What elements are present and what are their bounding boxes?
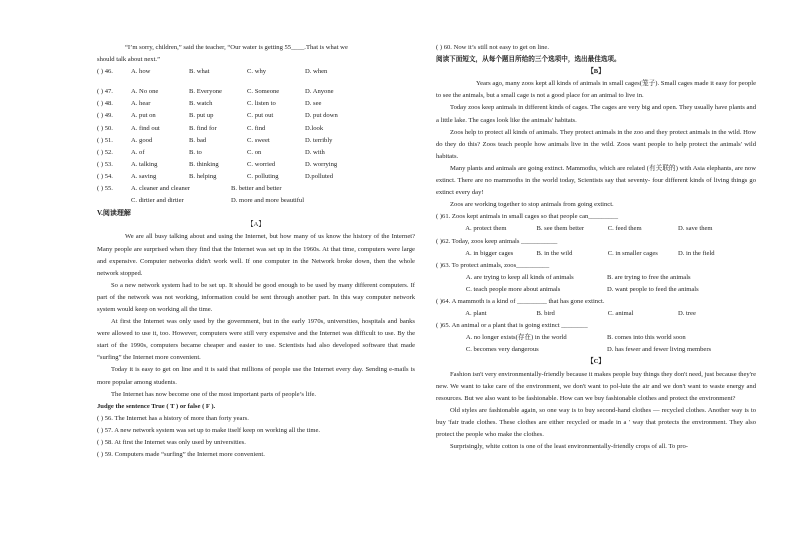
cloze-question-row (97, 110, 415, 122)
option-d: D.look (305, 124, 324, 132)
option-c: C. dirtier and dirtier (131, 197, 184, 205)
question-number: ( ) 48. (97, 100, 113, 108)
passage-a-paragraph: Today it is easy to get on line and it is said that millions of people use the Internet every day. Sending e-mails is more popular among students. (97, 366, 415, 386)
option-c: C. worried (247, 160, 276, 168)
option-c: C. listen to (247, 100, 276, 108)
cloze-question-row (97, 98, 415, 110)
passage-b-paragraph: Years ago, many zoos kept all kinds of animals in small cages(笼子). Small cages made it easy for people to see the animals, but a small cage is not a good place for an animal to live in. (436, 80, 756, 100)
option-b: B. helping (189, 172, 217, 180)
option-c: C. feed them (607, 225, 642, 233)
passage-b-paragraph: Today zoos keep animals in different kinds of cages. The cages are very big and open. They usually have plants and a little lake. The cages look like the animals' habitats. (436, 104, 756, 124)
cloze-question-row (97, 66, 415, 78)
option-c: C. animal (607, 310, 634, 318)
question-63-options-cont (436, 284, 756, 296)
option-b: B. Everyone (189, 88, 222, 96)
cloze-question-row (97, 171, 415, 183)
option-b: B. see them better (536, 225, 585, 233)
right-column (436, 42, 756, 453)
question-number: ( ) 51. (97, 136, 113, 144)
question-65-options-cont (436, 344, 756, 356)
option-c: C. on (247, 148, 262, 156)
option-b: B. thinking (189, 160, 219, 168)
option-a: A. no longer exists(存在) in the world (465, 334, 567, 342)
option-c: C. why (247, 68, 267, 76)
cloze-question-row (97, 135, 415, 147)
passage-a-paragraph: So a new network system had to be set up. It should be good enough to be used by many different computers. If part of the network was not working, information could be sent through another part. In this way computer network system would keep on working all the time. (97, 281, 415, 313)
option-b: B. put up (189, 112, 214, 120)
question-62-options (436, 248, 756, 260)
option-d: D. Anyone (305, 88, 334, 96)
passage-a-paragraph: We are all busy talking about and using the Internet, but how many of us know the history of the Internet? Many people are surprised when they find that the Internet was set up in the 1960s. At that time, computers were large and expensive. Computer networks didn't work well. If one computer in the Network broke down, then the whole network stopped. (97, 233, 415, 277)
question-number: ( ) 54. (97, 172, 113, 180)
passage-c-paragraph: Surprisingly, white cotton is one of the least environmentally-friendly crops of all. To pro- (450, 443, 688, 451)
passage-b-paragraph: Zoos are working together to stop animals from going extinct. (450, 201, 614, 209)
option-c: C. put out (247, 112, 274, 120)
option-d: D. see (305, 100, 322, 108)
option-d: D. worrying (305, 160, 338, 168)
question-number: ( ) 53. (97, 160, 113, 168)
question-60: ( ) 60. Now it’s still not easy to get on line. (436, 44, 549, 51)
question-63-options (436, 272, 756, 284)
left-column (97, 42, 415, 461)
option-a: A. plant (465, 310, 487, 318)
option-a: A. hear (131, 100, 151, 108)
option-a: A. put on (131, 112, 156, 120)
question-number: ( ) 50. (97, 124, 113, 132)
option-a: A. talking (131, 160, 158, 168)
passage-b-paragraph: Many plants and animals are going extinct. Mammoths, which are related (有关联的) with Asia elephants, are now extinct. There are no mammoths in the world today, Scientists say that seventy- four different kinds of living things go extinct every day! (436, 164, 756, 197)
passage-a-paragraph: At first the Internet was only used by the government, but in the early 1970s, universities, hospitals and banks were allowed to use it, too. However, computers were still very expensive and the Internet was difficult to use. By the start of the 1990s, computers became cheaper and easier to use. Scientists had also developed software that made “surfing” the Internet more convenient. (97, 318, 415, 362)
option-d: D. with (305, 148, 325, 156)
cloze-question-row (97, 147, 415, 159)
question-64: ( )64. A mammoth is a kind of _________ that has gone extinct. (436, 297, 605, 305)
question-number: ( ) 49. (97, 112, 113, 120)
option-c: C. becomes very dangerous (465, 346, 539, 354)
option-b: B. better and better (231, 185, 282, 193)
passage-c-title: 【C】 (587, 358, 605, 366)
option-a: A. protect them (465, 225, 507, 233)
question-62: ( )62. Today, zoos keep animals ___________ (436, 237, 558, 245)
option-b: B. bad (189, 136, 207, 144)
question-number: ( ) 47. (97, 88, 113, 96)
question-64-options (436, 308, 756, 320)
option-c: C. teach people more about animals (465, 285, 561, 293)
reading-instruction: 阅读下面短文，从每个题目所给的三个选项中，选出最佳选项。 (436, 56, 621, 64)
option-c: C. sweet (247, 136, 270, 144)
option-a: A. find out (131, 124, 160, 132)
option-a: A. No one (131, 88, 159, 96)
spacer (97, 78, 415, 86)
option-d: D. save them (677, 225, 713, 233)
option-a: A. in bigger cages (465, 249, 514, 257)
cloze-question-row (97, 123, 415, 135)
option-a: A. of (131, 148, 145, 156)
option-d: D. has fewer and fewer living members (606, 346, 712, 354)
judge-question: ( ) 57. A new network system was set up to make itself keep on working all the time. (97, 426, 321, 434)
option-c: C. polluting (247, 172, 279, 180)
question-number: ( ) 46. (97, 68, 113, 76)
option-c: C. find (247, 124, 266, 132)
judge-title: Judge the sentence True ( T ) or false ( F ). (97, 402, 216, 410)
option-b: B. comes into this world soon (606, 334, 686, 342)
option-c: C. in smaller cages (607, 249, 658, 257)
question-65: ( )65. An animal or a plant that is going extinct ________ (436, 322, 588, 330)
judge-question: ( ) 56. The Internet has a history of more than forty years. (97, 414, 249, 422)
judge-question: ( ) 59. Computers made “surfing” the Internet more convenient. (97, 451, 265, 459)
question-55-cont (97, 195, 415, 207)
option-d: D.polluted (305, 172, 334, 180)
option-a: A. saving (131, 172, 157, 180)
passage-a-title: 【A】 (247, 221, 265, 229)
passage-c-paragraph: Old styles are fashionable again, so one way is to buy second-hand clothes — recycled clothes. Another way is to buy 'fair trade clothes. These clothes are either recycled or made in a ' way that protects the environment. They also protect the people who make the clothes. (436, 406, 756, 438)
question-number: ( ) 55. (97, 185, 113, 193)
cloze-question-row (97, 86, 415, 98)
option-d: D. when (305, 68, 328, 76)
cloze-question-row (97, 159, 415, 171)
passage-b-title: 【B】 (587, 68, 605, 76)
option-b: B. what (189, 68, 210, 76)
option-b: B. in the wild (536, 249, 573, 257)
option-b: B. find for (189, 124, 217, 132)
option-b: B. watch (189, 100, 213, 108)
option-d: D. tree (677, 310, 696, 318)
passage-c-paragraph: Fashion isn't very environmentally-friendly because it makes people buy things they don't need, just because they're new. We want to take care of the environment, we don't want to pol-lute the air and we don't want to waste energy and resources. But we also want to be fashionable. How can we buy fashionable clothes and protect the environment? (436, 370, 756, 402)
option-d: D. want people to feed the animals (606, 285, 699, 293)
option-d: D. in the field (677, 249, 715, 257)
option-b: B. to (189, 148, 202, 156)
section-title: V.阅读理解 (97, 209, 131, 218)
question-65-options (436, 332, 756, 344)
judge-question: ( ) 58. At first the Internet was only used by universities. (97, 439, 246, 446)
option-a: A. good (131, 136, 153, 144)
passage-b-paragraph: Zoos help to protect all kinds of animals. They protect animals in the zoo and they protect animals in the wild. How do they do this? Zoos teach people how animals live in the wild. Zoos want people to help protect the animals' wild habitats. (436, 128, 756, 160)
cloze-intro-line-2: should talk about next.” (97, 56, 160, 64)
option-a: A. cleaner and cleaner (131, 185, 190, 193)
passage-a-paragraph: The Internet has now become one of the most important parts of people’s life. (111, 390, 317, 398)
option-a: A. how (131, 68, 151, 76)
question-63: ( )63. To protect animals, zoos__________ (436, 261, 550, 269)
option-d: D. more and more beautiful (231, 197, 305, 205)
question-number: ( ) 52. (97, 148, 113, 156)
option-b: B. are trying to free the animals (606, 273, 691, 281)
option-d: D. put down (305, 112, 338, 120)
question-55 (97, 183, 415, 195)
option-d: D. terribly (305, 136, 333, 144)
cloze-options-list (97, 66, 415, 183)
option-a: A. are trying to keep all kinds of animals (465, 273, 574, 281)
option-b: B. bird (536, 310, 555, 318)
option-c: C. Someone (247, 88, 280, 96)
cloze-intro-line-1: “I’m sorry, children,” said the teacher, “Our water is getting 55____.That is what we (125, 44, 348, 51)
question-61: ( )61. Zoos kept animals in small cages so that people can_________ (436, 213, 619, 221)
question-61-options (436, 223, 756, 235)
